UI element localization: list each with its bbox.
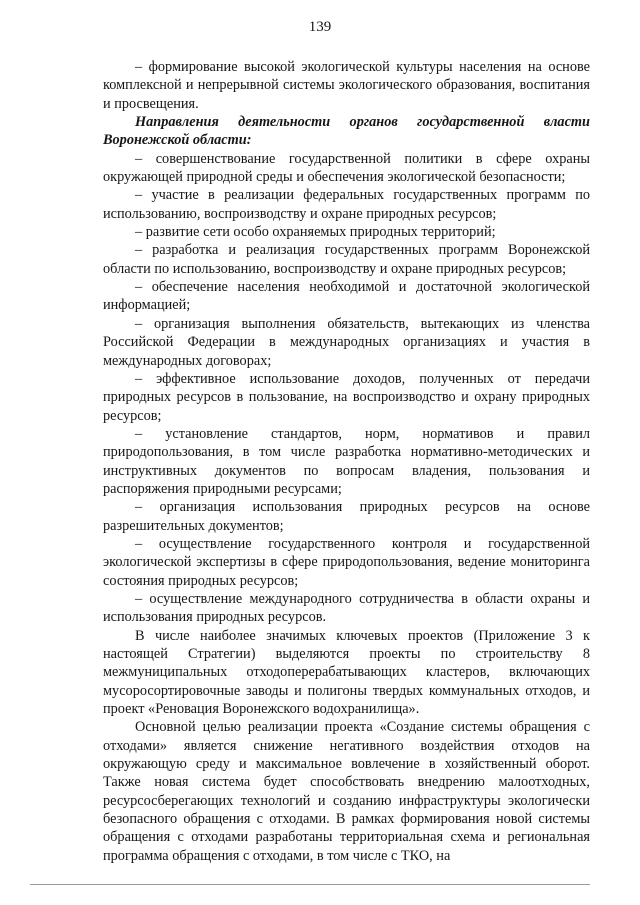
section-heading-directions: Направления деятельности органов государственной власти Воронежской области: (103, 114, 590, 149)
list-item-revenue-use: – эффективное использование доходов, полученных от передачи природных ресурсов в пользование, на воспроизводство и охрану природных ресурсов; (103, 370, 590, 424)
list-item-standards: – установление стандартов, норм, нормативов и правил природопользования, в том числе разработка нормативно-методических и инструктивных документов по вопросам владения, пользования и распоряжения природными ресурсами; (103, 425, 590, 497)
list-item-state-control: – осуществление государственного контроля и государственной экологической экспертизы в сфере природопользования, ведение мониторинга состояния природных ресурсов; (103, 535, 590, 589)
page-body (103, 58, 590, 865)
list-item-federal-programs: – участие в реализации федеральных государственных программ по использованию, воспроизводству и охране природных ресурсов; (103, 187, 590, 222)
paragraph-waste-project-goal: Основной целью реализации проекта «Создание системы обращения с отходами» является снижение негативного воздействия отходов на окружающую среду и максимальное вовлечение в хозяйственный оборот. Также новая система будет способствовать внедрению малоотходных, ресурсосберегающих технологий и созданию инфраструктуры экологически безопасного обращения с отходами. В рамках формирования новой системы обращения с отходами разработаны территориальная схема и региональная программа обращения с отходами, в том числе с ТКО, на (103, 719, 590, 864)
page-number: 139 (308, 19, 332, 35)
list-item-protected-areas: – развитие сети особо охраняемых природных территорий; (135, 224, 496, 241)
list-item-international-cooperation: – осуществление международного сотрудничества в области охраны и использования природных ресурсов. (103, 590, 590, 626)
list-item-international-obligations: – организация выполнения обязательств, вытекающих из членства Российской Федерации в международных организациях и участия в международных договорах; (103, 315, 590, 369)
paragraph-culture: – формирование высокой экологической культуры населения на основе комплексной и непрерывной системы экологического образования, воспитания и просвещения. (103, 59, 590, 112)
paragraph-key-projects: В числе наиболее значимых ключевых проектов (Приложение 3 к настоящей Стратегии) выделяются проекты по строительству 8 межмуниципальных отходоперерабатывающих кластеров, включающих мусоросортировочные заводы и полигоны твердых коммунальных отходов, и проект «Реновация Воронежского водохранилища». (103, 627, 590, 718)
list-item-permits: – организация использования природных ресурсов на основе разрешительных документов; (103, 499, 590, 534)
scan-edge-line (30, 884, 590, 885)
list-item-policy: – совершенствование государственной политики в сфере охраны окружающей природной среды и обеспечения экологической безопасности; (103, 150, 590, 186)
list-item-information: – обеспечение населения необходимой и достаточной экологической информацией; (103, 279, 590, 314)
list-item-regional-programs: – разработка и реализация государственных программ Воронежской области по использованию, воспроизводству и охране природных ресурсов; (103, 242, 590, 277)
